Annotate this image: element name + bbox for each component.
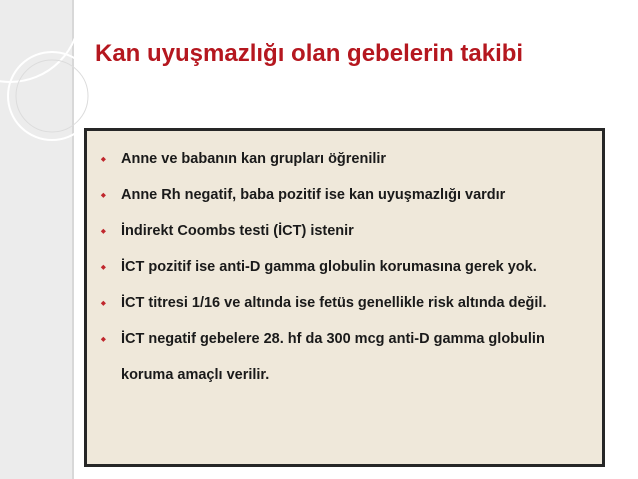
- bullet-icon: ⬩: [101, 151, 106, 166]
- bullet-list: [87, 131, 602, 393]
- bullet-text: Anne Rh negatif, baba pozitif ise kan uyuşmazlığı vardır: [121, 187, 506, 203]
- band-divider: [72, 0, 74, 479]
- bullet-icon: ⬩: [101, 295, 106, 310]
- bullet-text: Anne ve babanın kan grupları öğrenilir: [121, 151, 387, 167]
- bullet-text: İCT pozitif ise anti-D gamma globulin korumasına gerek yok.: [121, 259, 537, 275]
- slide-title: Kan uyuşmazlığı olan gebelerin takibi: [95, 40, 524, 67]
- bullet-item: [101, 213, 590, 249]
- bullet-item: [101, 321, 590, 393]
- bullet-icon: ⬩: [101, 259, 106, 274]
- bullet-icon: ⬩: [101, 187, 106, 202]
- bullet-item: [101, 177, 590, 213]
- bullet-item: [101, 141, 590, 177]
- bullet-icon: ⬩: [101, 223, 106, 238]
- left-decorative-band: [0, 0, 72, 479]
- bullet-item: [101, 249, 590, 285]
- bullet-text: İndirekt Coombs testi (İCT) istenir: [121, 223, 354, 239]
- content-box: [84, 128, 605, 467]
- bullet-item: [101, 285, 590, 321]
- bullet-text: İCT titresi 1/16 ve altında ise fetüs genellikle risk altında değil.: [121, 295, 547, 311]
- bullet-text: İCT negatif gebelere 28. hf da 300 mcg anti-D gamma globulin koruma amaçlı verilir.: [121, 331, 545, 383]
- bullet-icon: ⬩: [101, 331, 106, 346]
